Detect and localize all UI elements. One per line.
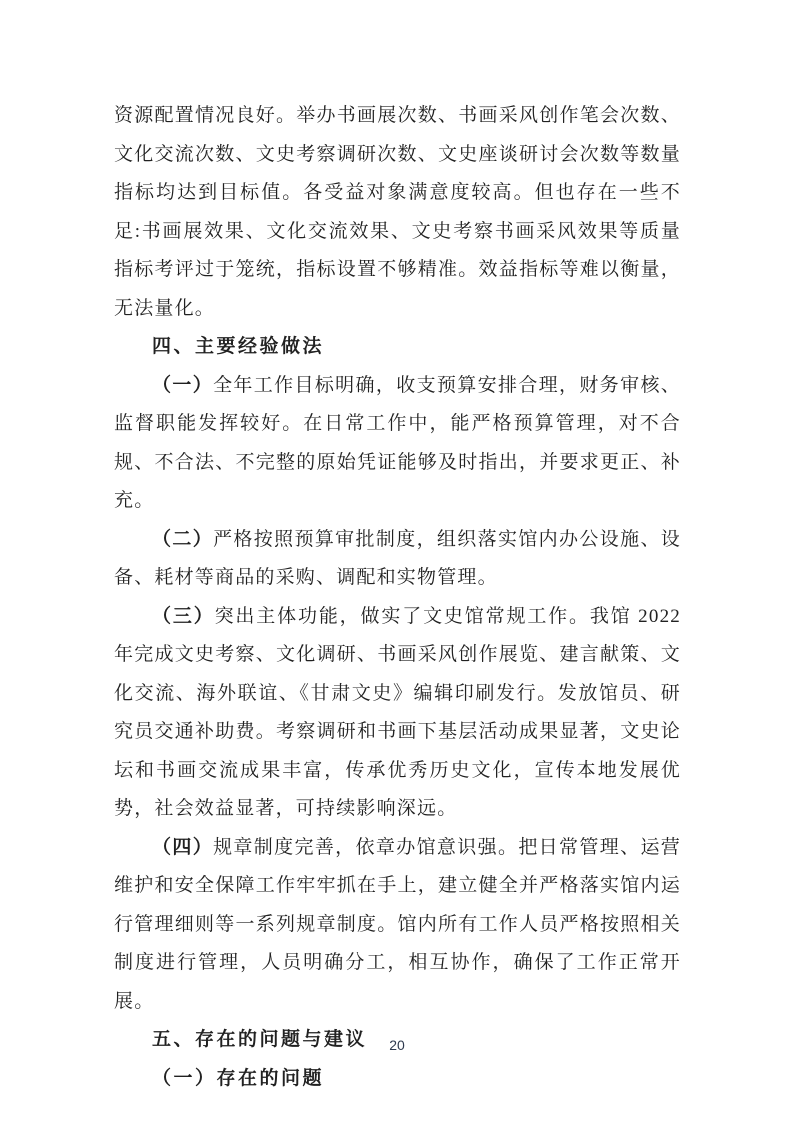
paragraph-item-4 xyxy=(114,829,681,1022)
paragraph-item-2-marker: （二） xyxy=(152,528,214,550)
paragraph-item-1-text: 全年工作目标明确，收支预算安排合理，财务审核、监督职能发挥较好。在日常工作中，能严格预算管理，对不合规、不合法、不完整的原始凭证能够及时指出，并要求更正、补充。 xyxy=(114,374,681,511)
document-body xyxy=(114,97,681,1098)
paragraph-item-3 xyxy=(114,598,681,829)
page-number: 20 xyxy=(389,1037,405,1053)
paragraph-item-4-text: 规章制度完善，依章办馆意识强。把日常管理、运营维护和安全保障工作牢牢抓在手上，建立健全并严格落实馆内运行管理细则等一系列规章制度。馆内所有工作人员严格按照相关制度进行管理，人员明确分工，相互协作，确保了工作正常开展。 xyxy=(114,836,681,1012)
paragraph-item-1-marker: （一） xyxy=(152,374,214,396)
paragraph-item-2 xyxy=(114,521,681,598)
subsection-heading-problems: （一）存在的问题 xyxy=(152,1067,325,1089)
paragraph-item-2-text: 严格按照预算审批制度，组织落实馆内办公设施、设备、耗材等商品的采购、调配和实物管理。 xyxy=(114,528,681,588)
section-heading-4: 四、主要经验做法 xyxy=(152,336,325,357)
section-heading-5: 五、存在的问题与建议 xyxy=(152,1029,368,1050)
paragraph-item-3-marker: （三） xyxy=(152,605,215,627)
paragraph-continuation: 资源配置情况良好。举办书画展次数、书画采风创作笔会次数、文化交流次数、文史考察调研次数、文史座谈研讨会次数等数量指标均达到目标值。各受益对象满意度较高。但也存在一些不足:书画展效果、文化交流效果、文史考察书画采风效果等质量指标考评过于笼统，指标设置不够精准。效益指标等难以衡量，无法量化。 xyxy=(114,105,681,319)
paragraph-item-1 xyxy=(114,367,681,521)
paragraph-item-4-marker: （四） xyxy=(152,836,214,858)
paragraph-item-3-text: 突出主体功能，做实了文史馆常规工作。我馆 2022 年完成文史考察、文化调研、书画采风创作展览、建言献策、文化交流、海外联谊、《甘肃文史》编辑印刷发行。发放馆员、研究员交通补助费。考察调研和书画下基层活动成果显著，文史论坛和书画交流成果丰富，传承优秀历史文化，宣传本地发展优势，社会效益显著，可持续影响深远。 xyxy=(114,605,681,819)
